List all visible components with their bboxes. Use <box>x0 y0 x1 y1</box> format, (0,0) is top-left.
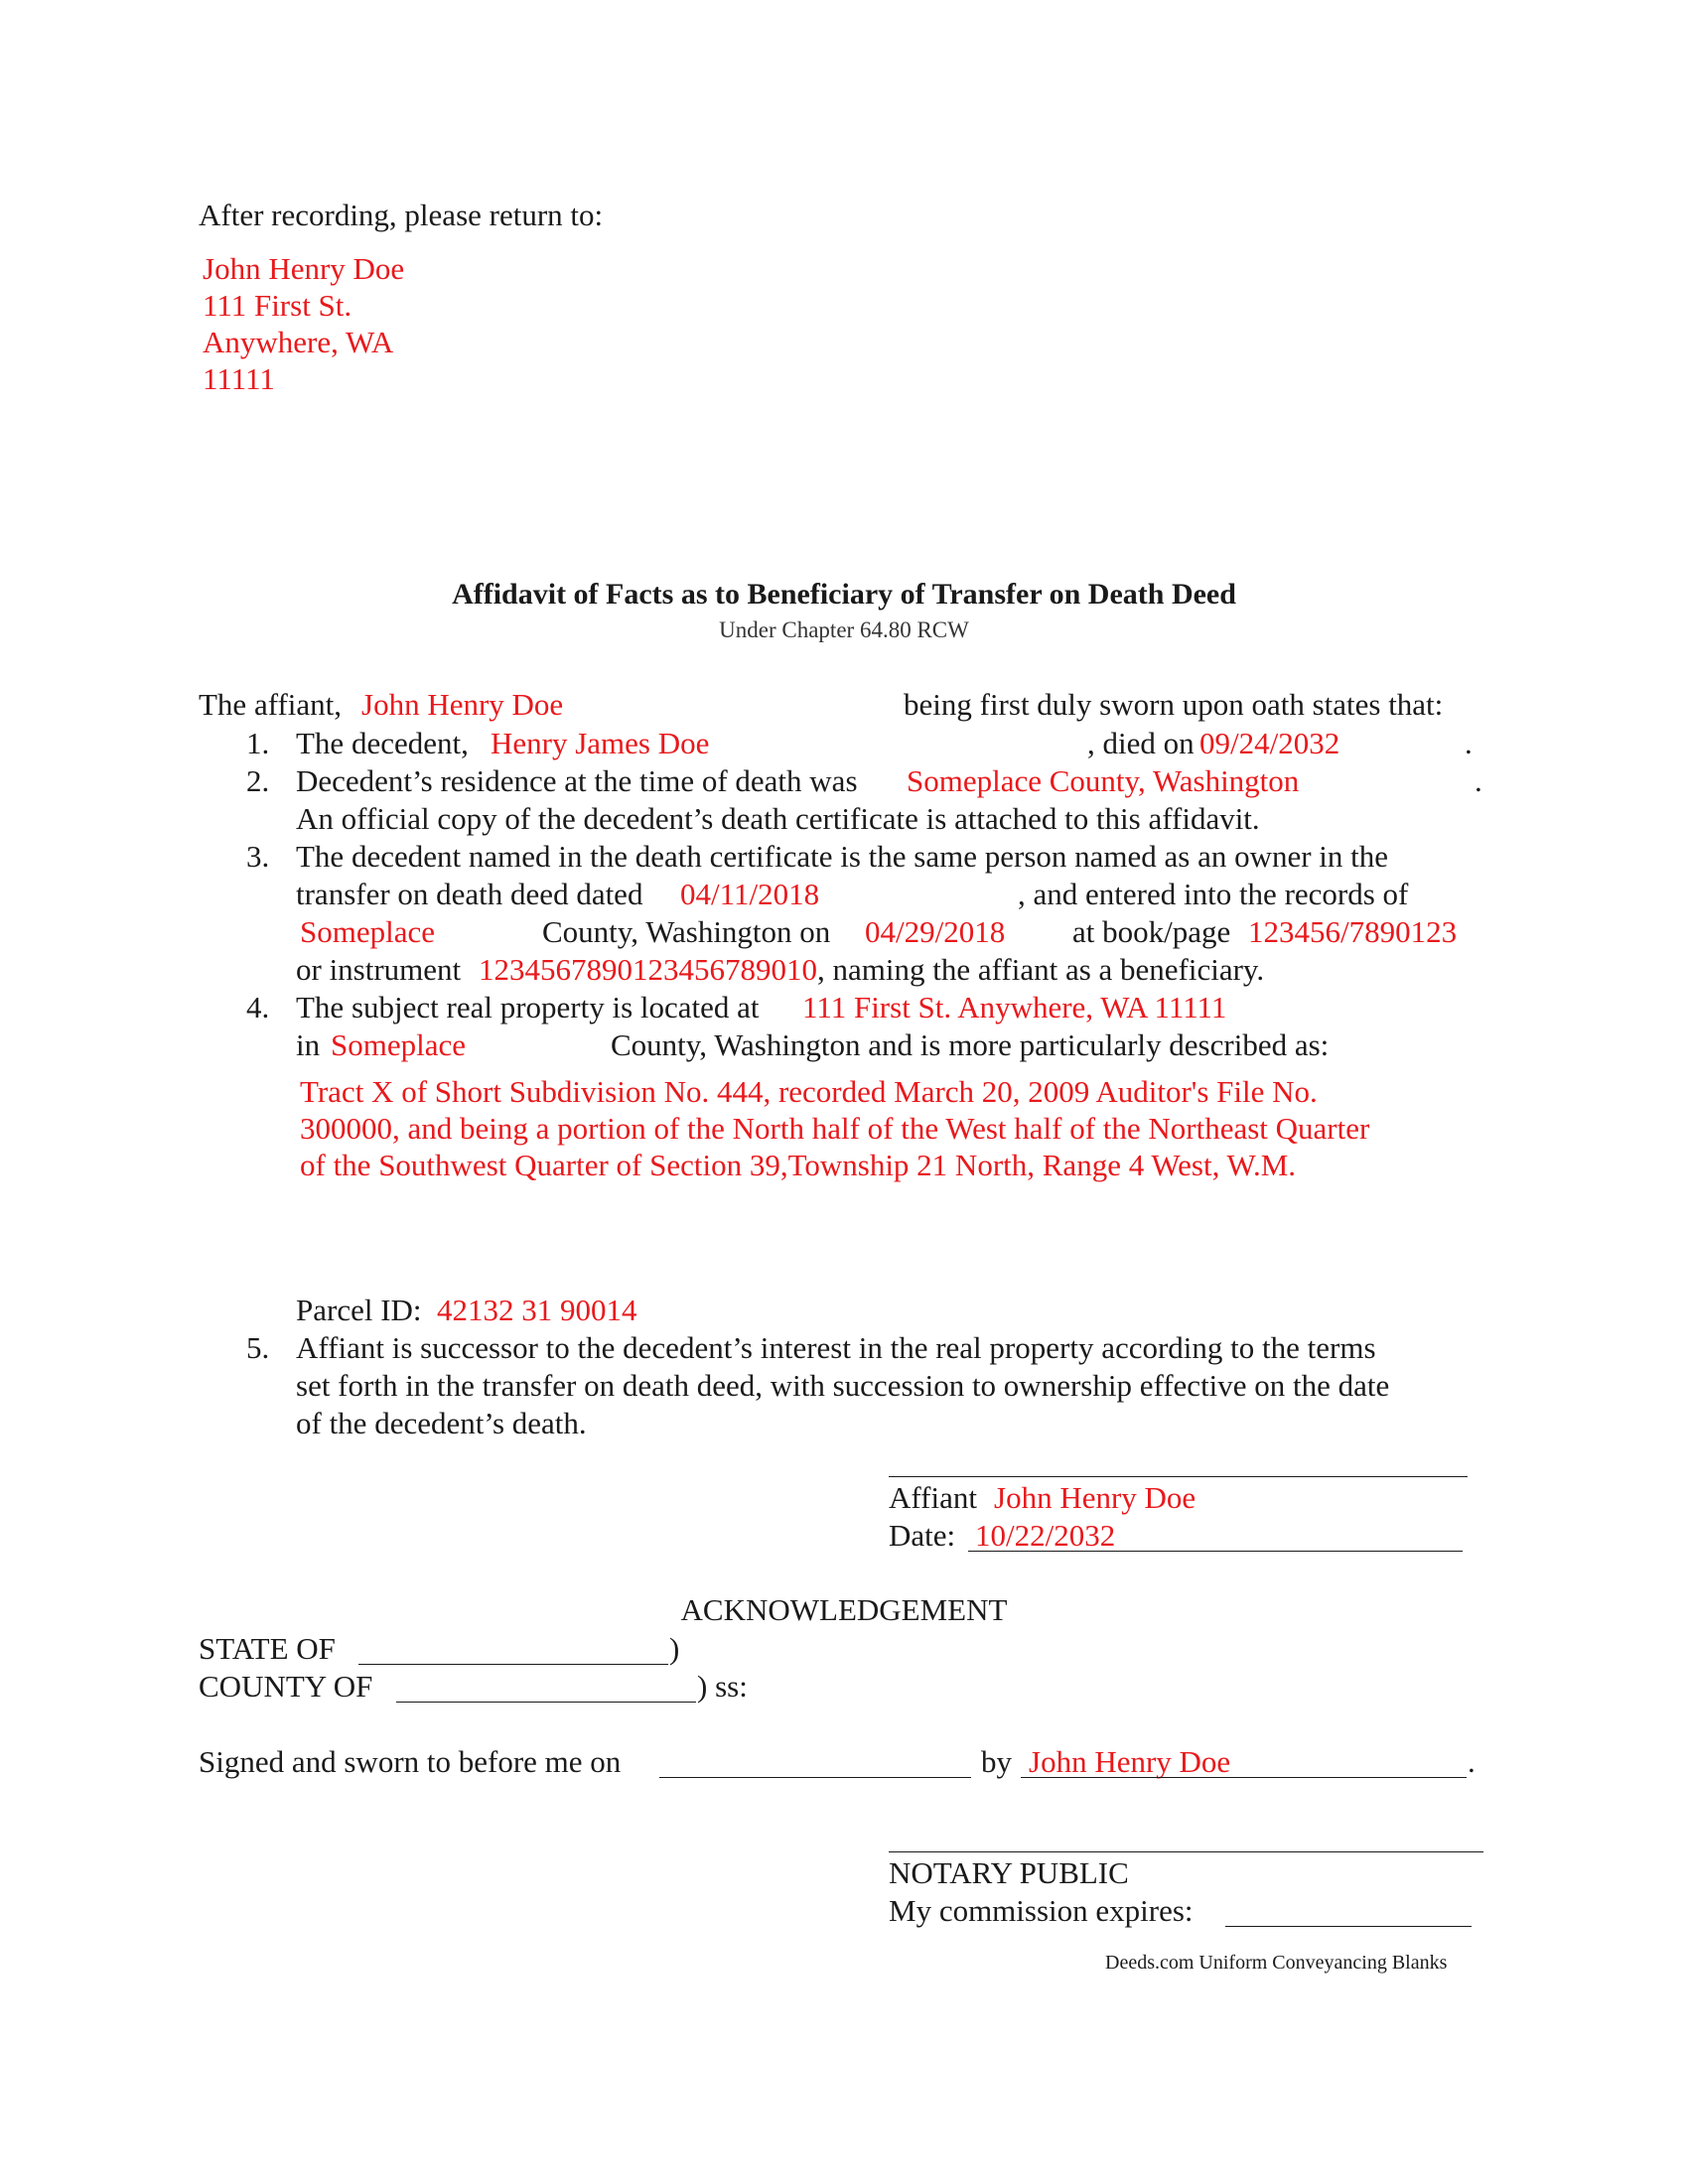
item-4-number: 4. <box>246 990 270 1024</box>
item-3-line1: The decedent named in the death certificate is the same person named as an owner in the <box>296 839 1389 874</box>
item-1-prefix: The decedent, <box>296 726 469 760</box>
document-subtitle: Under Chapter 64.80 RCW <box>719 617 969 642</box>
item-1-died-on: , died on <box>1087 726 1195 760</box>
commission-expires-label: My commission expires: <box>889 1893 1194 1928</box>
sworn-date-blank[interactable] <box>659 1777 971 1778</box>
signature-date-line[interactable] <box>968 1551 1463 1552</box>
item-4-prefix: The subject real property is located at <box>296 990 760 1024</box>
book-page-label: at book/page <box>1072 914 1231 949</box>
acknowledgement-heading: ACKNOWLEDGEMENT <box>680 1592 1008 1627</box>
document-title: Affidavit of Facts as to Beneficiary of Transfer on Death Deed <box>452 578 1236 611</box>
item-1-number: 1. <box>246 726 270 760</box>
decedent-residence: Someplace County, Washington <box>907 763 1300 798</box>
legal-description-line-3: of the Southwest Quarter of Section 39,Township 21 North, Range 4 West, W.M. <box>300 1148 1297 1182</box>
book-page: 123456/7890123 <box>1248 914 1458 949</box>
instrument-number-suffix: 10 <box>786 952 817 987</box>
state-of-close: ) <box>669 1631 680 1666</box>
return-zip: 11111 <box>203 361 275 396</box>
notary-signature-line[interactable] <box>889 1851 1483 1852</box>
notary-public-title: NOTARY PUBLIC <box>889 1855 1129 1890</box>
item-2-line2: An official copy of the decedent’s death certificate is attached to this affidavit. <box>296 801 1260 836</box>
item-5-line-3: of the decedent’s death. <box>296 1406 587 1440</box>
sworn-end: . <box>1468 1744 1476 1779</box>
item-4-county-suffix: County, Washington and is more particularly described as: <box>611 1027 1330 1062</box>
intro-prefix: The affiant, <box>199 687 343 722</box>
item-2-number: 2. <box>246 763 270 798</box>
recording-county: Someplace <box>300 914 436 949</box>
item-3-number: 3. <box>246 839 270 874</box>
affiant-label: Affiant <box>889 1480 977 1515</box>
sworn-prefix: Signed and sworn to before me on <box>199 1744 622 1779</box>
footer-credit: Deeds.com Uniform Conveyancing Blanks <box>1105 1952 1448 1974</box>
sworn-name: John Henry Doe <box>1029 1744 1231 1779</box>
item-5-number: 5. <box>246 1330 270 1365</box>
property-address: 111 First St. Anywhere, WA 11111 <box>802 990 1227 1024</box>
instrument-label: or instrument <box>296 952 462 987</box>
decedent-name: Henry James Doe <box>491 726 710 760</box>
instrument-line <box>479 951 1264 989</box>
item-1-end: . <box>1465 726 1473 760</box>
return-heading: After recording, please return to: <box>199 198 604 232</box>
item-5-line-1: Affiant is successor to the decedent’s interest in the real property according to the terms <box>296 1330 1376 1365</box>
intro-suffix: being first duly sworn upon oath states that: <box>904 687 1444 722</box>
county-of-close: ) ss: <box>697 1669 748 1704</box>
legal-description-line-2: 300000, and being a portion of the North half of the West half of the Northeast Quarter <box>300 1111 1370 1146</box>
signature-date-label: Date: <box>889 1518 956 1553</box>
deed-date: 04/11/2018 <box>680 877 820 911</box>
date-of-death: 09/24/2032 <box>1199 726 1340 760</box>
affiant-signature-line[interactable] <box>889 1476 1468 1477</box>
return-name: John Henry Doe <box>203 251 405 286</box>
item-3-line2-prefix: transfer on death deed dated <box>296 877 643 911</box>
affiant-name: John Henry Doe <box>361 687 564 722</box>
item-5-line-2: set forth in the transfer on death deed, with succession to ownership effective on the date <box>296 1368 1390 1403</box>
return-street: 111 First St. <box>203 288 352 323</box>
instrument-number: 12345678901234567890 <box>479 952 786 987</box>
parcel-id: 42132 31 90014 <box>437 1293 637 1327</box>
sworn-name-line[interactable] <box>1021 1777 1467 1778</box>
recording-county-label: County, Washington on <box>542 914 831 949</box>
commission-expires-blank[interactable] <box>1225 1926 1472 1927</box>
parcel-id-label: Parcel ID: <box>296 1293 422 1327</box>
state-of-label: STATE OF <box>199 1631 336 1666</box>
return-city-state: Anywhere, WA <box>203 325 394 359</box>
county-of-label: COUNTY OF <box>199 1669 373 1704</box>
item-3-line2-suffix: , and entered into the records of <box>1018 877 1409 911</box>
sworn-by-label: by <box>981 1744 1012 1779</box>
item-4-in-label: in <box>296 1027 321 1062</box>
state-of-blank[interactable] <box>358 1664 668 1665</box>
signature-date: 10/22/2032 <box>975 1518 1116 1553</box>
item-2-end: . <box>1475 763 1482 798</box>
legal-description-line-1: Tract X of Short Subdivision No. 444, recorded March 20, 2009 Auditor's File No. <box>300 1074 1318 1109</box>
recorded-date: 04/29/2018 <box>865 914 1006 949</box>
item-3-line4-suffix: , naming the affiant as a beneficiary. <box>817 952 1265 987</box>
signature-affiant-name: John Henry Doe <box>994 1480 1196 1515</box>
property-county: Someplace <box>331 1027 467 1062</box>
item-2-prefix: Decedent’s residence at the time of death was <box>296 763 858 798</box>
county-of-blank[interactable] <box>396 1702 696 1703</box>
